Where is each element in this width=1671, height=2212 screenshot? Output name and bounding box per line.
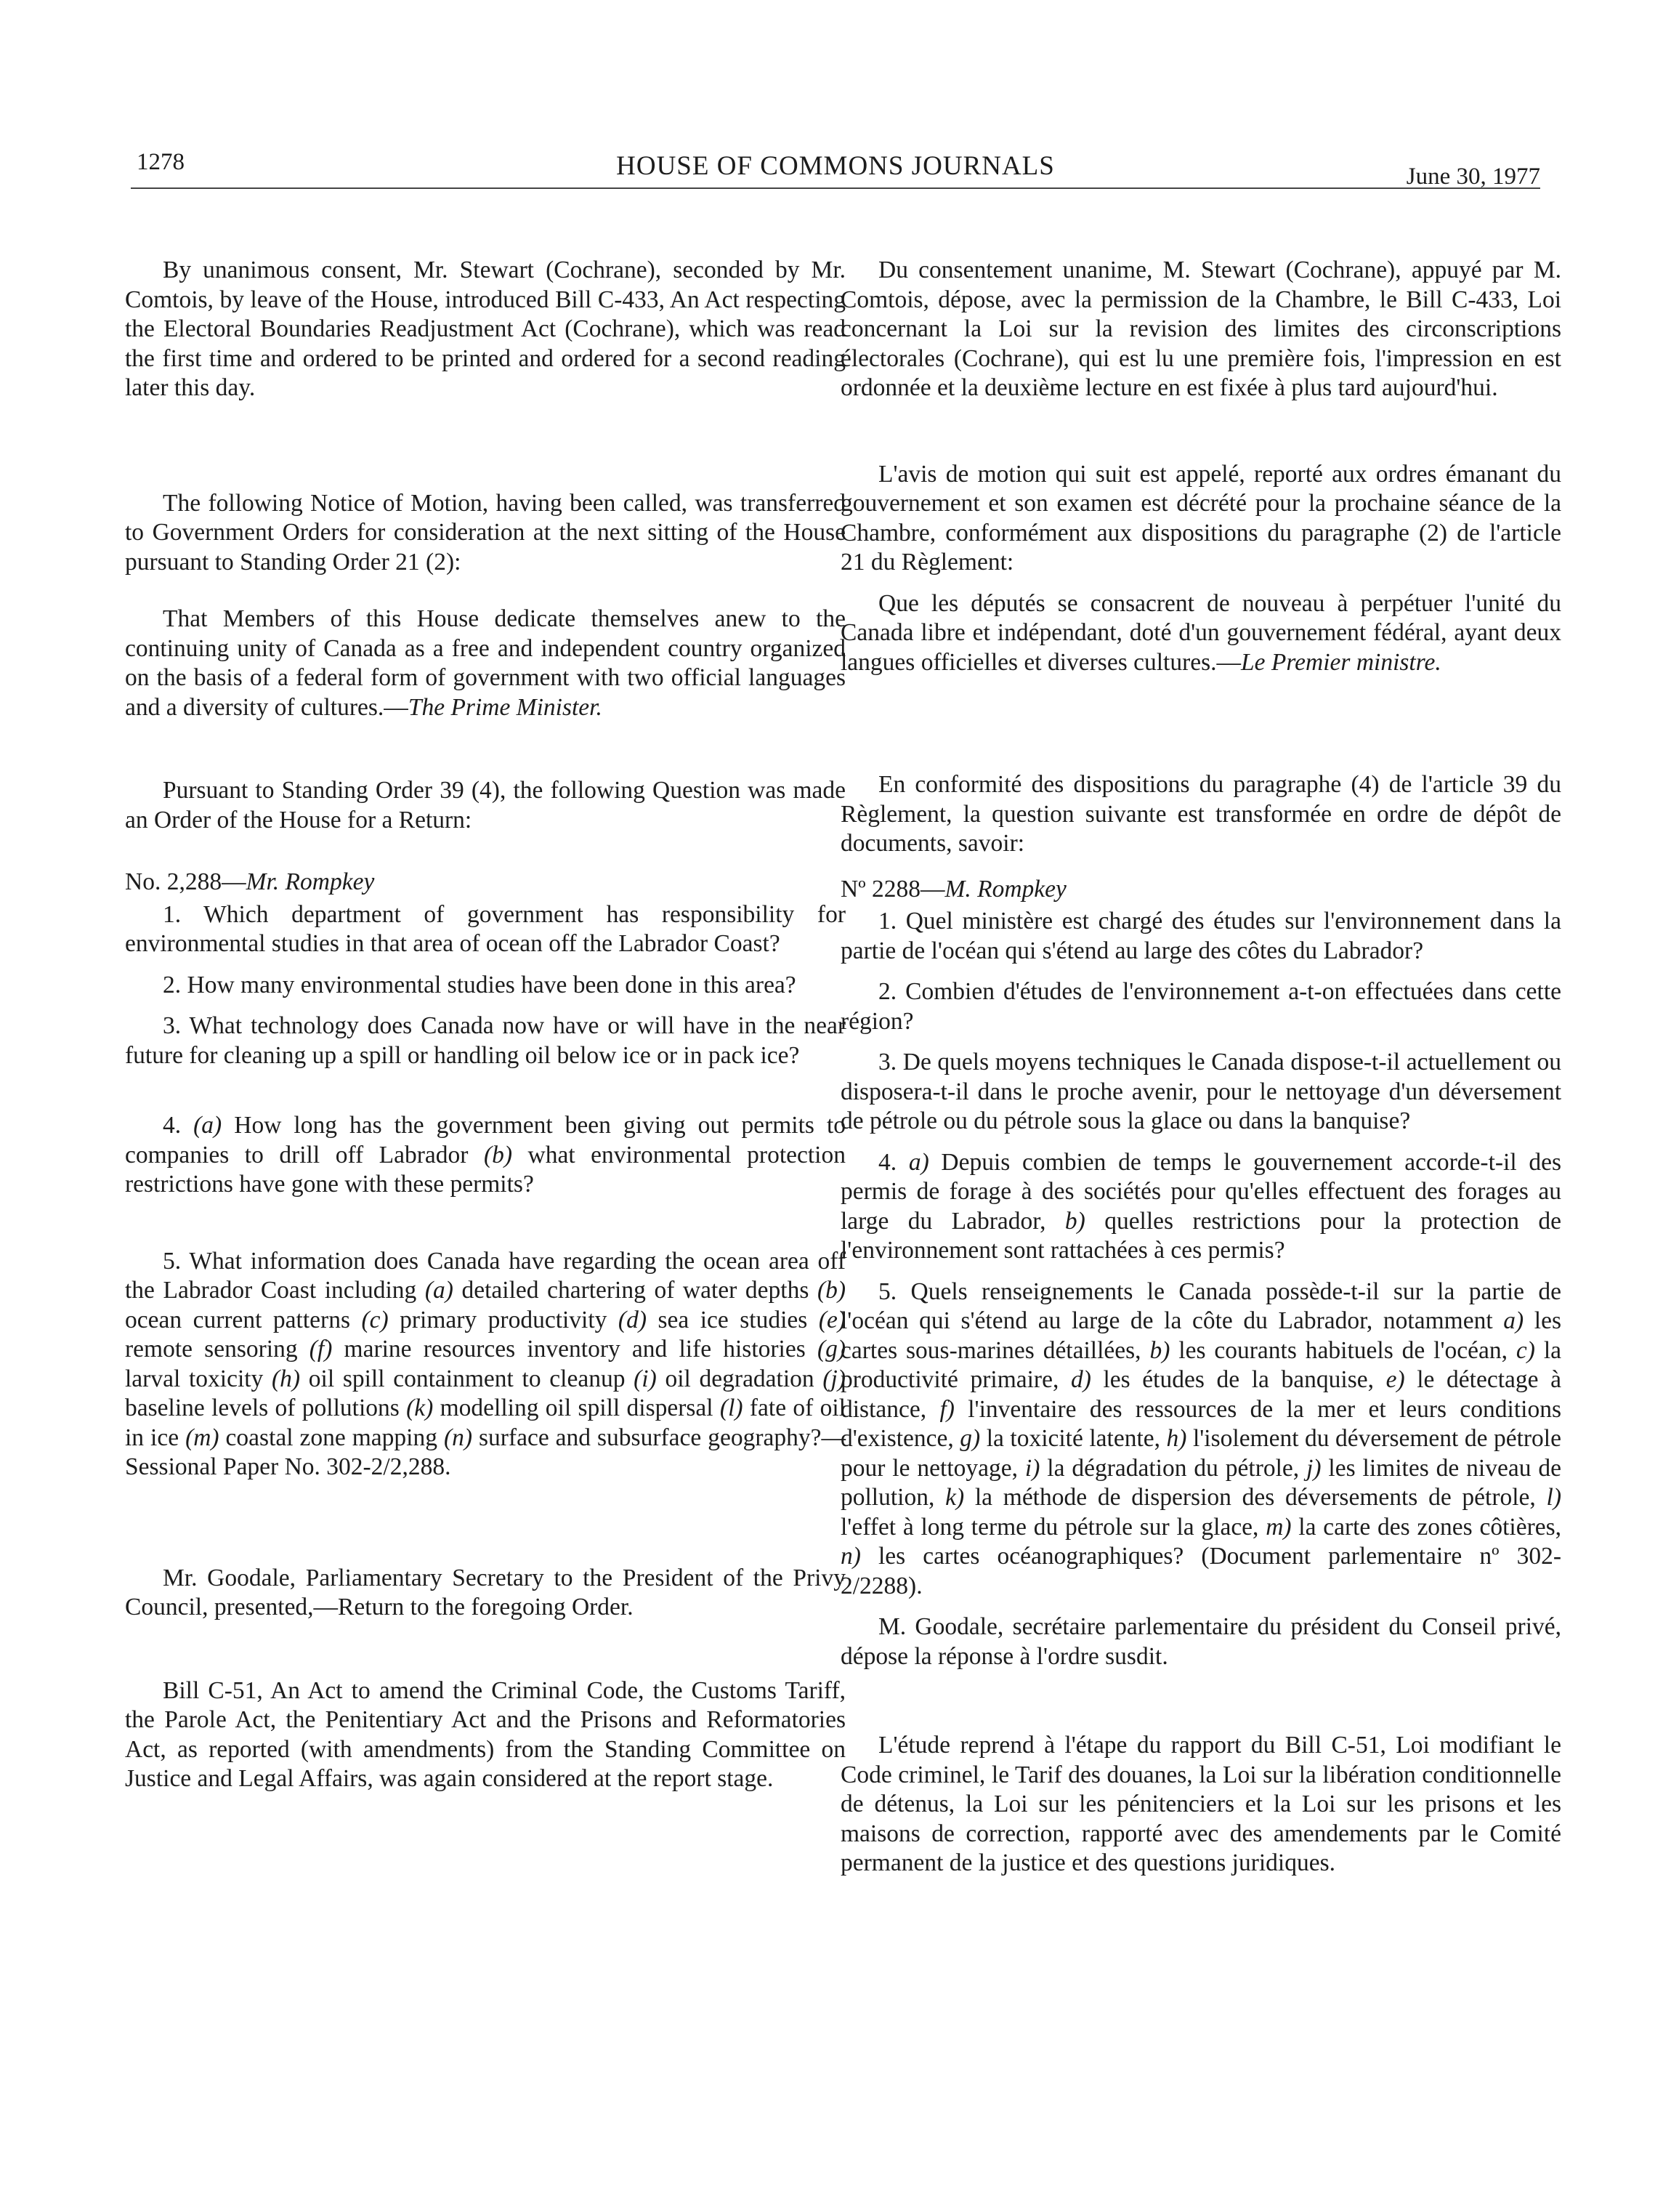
en-q5-tf: marine resources inventory and life histories bbox=[332, 1336, 817, 1363]
page-header bbox=[131, 149, 1540, 193]
fr-q5-te: le détectage à distance, bbox=[841, 1366, 1561, 1423]
fr-q5-c: c) bbox=[1516, 1336, 1535, 1364]
en-question-order-paragraph: Pursuant to Standing Order 39 (4), the following Question was made an Order of the House for a Return: bbox=[125, 777, 846, 833]
en-q5-tc: primary productivity bbox=[388, 1306, 618, 1333]
fr-question-4 bbox=[841, 1148, 1561, 1266]
header-date: June 30, 1977 bbox=[1406, 164, 1540, 190]
en-q4-t1: How long has the government been giving out permits to companies to drill off Labrador bbox=[125, 1112, 846, 1168]
fr-q5-ta: les cartes sous-marines détaillées, bbox=[841, 1307, 1561, 1364]
fr-q5-b: b) bbox=[1149, 1336, 1170, 1364]
fr-question-5 bbox=[841, 1277, 1561, 1602]
en-q5-c: (c) bbox=[361, 1306, 389, 1333]
en-q5-tm: coastal zone mapping bbox=[219, 1424, 444, 1451]
fr-question-1: 1. Quel ministère est chargé des études sur l'environnement dans la partie de l'océan qui s'étend au large des côtes du Labrador? bbox=[841, 908, 1561, 964]
en-motion-text bbox=[125, 605, 846, 722]
en-q4-t2: what environmental protection restrictions have gone with these permits? bbox=[125, 1141, 846, 1198]
en-q5-th: oil spill containment to cleanup bbox=[300, 1365, 634, 1392]
en-question-1: 1. Which department of government has responsibility for environmental studies in that area of ocean off the Labrador Coast? bbox=[125, 900, 846, 957]
en-q5-d: (d) bbox=[618, 1306, 647, 1333]
fr-q4-a: a) bbox=[908, 1148, 929, 1176]
fr-q5-h: h) bbox=[1166, 1425, 1187, 1452]
page-number: 1278 bbox=[137, 149, 185, 175]
en-q5-h: (h) bbox=[272, 1365, 301, 1392]
fr-q5-g: g) bbox=[960, 1425, 981, 1452]
fr-q4-b: b) bbox=[1064, 1207, 1085, 1235]
en-bill-c51-paragraph: Bill C-51, An Act to amend the Criminal Code, the Customs Tariff, the Parole Act, the Penitentiary Act and the Prisons and Reformatories Act, as reported (with amendments) from the Standing Committee on Justice and Legal Affairs, was again considered at the report stage. bbox=[125, 1676, 846, 1792]
fr-question-heading bbox=[841, 875, 1561, 905]
fr-q5-tk: la méthode de dispersion des déversements de pétrole, bbox=[964, 1484, 1547, 1511]
fr-q5-a: a) bbox=[1503, 1307, 1524, 1334]
fr-q5-tn: les cartes océanographiques? (Document parlementaire nº 302-2/2288). bbox=[841, 1543, 1561, 1599]
en-q5-l: (l) bbox=[719, 1394, 743, 1421]
en-q5-j: (j) bbox=[822, 1365, 846, 1392]
en-notice-of-motion-paragraph: The following Notice of Motion, having been called, was transferred to Government Orders for consideration at the next sitting of the House pursuant to Standing Order 21 (2): bbox=[125, 489, 846, 576]
fr-q5-m: m) bbox=[1266, 1513, 1292, 1541]
en-q5-td: sea ice studies bbox=[646, 1306, 819, 1333]
fr-q5-tl: l'effet à long terme du pétrole sur la glace, bbox=[841, 1513, 1266, 1541]
en-q5-te: remote sensoring bbox=[125, 1336, 309, 1363]
en-question-5 bbox=[125, 1247, 846, 1482]
en-q4-a: (a) bbox=[193, 1112, 222, 1139]
fr-question-3: 3. De quels moyens techniques le Canada dispose-t-il actuellement ou disposera-t-il dans le proche avenir, pour le nettoyage d'un déversement de pétrole ou du pétrole sous la glace ou dans la banquise? bbox=[841, 1049, 1561, 1134]
en-q5-tl: fate of oil in ice bbox=[125, 1394, 846, 1451]
en-q5-e: (e) bbox=[818, 1306, 846, 1333]
en-question-heading bbox=[125, 868, 846, 897]
fr-motion-text bbox=[841, 589, 1561, 678]
en-q5-ti: oil degradation bbox=[656, 1365, 823, 1392]
french-column bbox=[841, 256, 1561, 1878]
en-q5-f: (f) bbox=[309, 1336, 333, 1363]
english-column bbox=[125, 256, 846, 1794]
fr-motion-mover: Le Premier ministre. bbox=[1241, 648, 1441, 676]
en-q5-tg: larval toxicity bbox=[125, 1365, 272, 1392]
fr-q4-t1: Depuis combien de temps le gouvernement accorde-t-il des permis de forage à des sociétés pour qu'elles effectuent des forages au large du Labrador, bbox=[841, 1148, 1561, 1235]
fr-q5-k: k) bbox=[945, 1484, 965, 1511]
fr-q4-start: 4. bbox=[878, 1148, 909, 1176]
en-q5-n: (n) bbox=[443, 1424, 473, 1451]
fr-bill-c51-paragraph: L'étude reprend à l'étape du rapport du Bill C-51, Loi modifiant le Code criminel, le Tarif des douanes, la Loi sur la libération conditionnelle de détenus, la Loi sur les pénitenciers et la Loi sur les prisons et les maisons de correction, rapporté avec des amendements par le Comité permanent de la justice et des questions juridiques. bbox=[841, 1732, 1561, 1876]
fr-question-2: 2. Combien d'études de l'environnement a-t-on effectuées dans cette région? bbox=[841, 978, 1561, 1035]
header-rule bbox=[131, 187, 1540, 189]
fr-q5-d: d) bbox=[1070, 1366, 1091, 1393]
fr-motion-body: Que les députés se consacrent de nouveau à perpétuer l'unité du Canada libre et indépendant, doté d'un gouvernement fédéral, ayant deux langues officielles et diverses cultures.— bbox=[841, 589, 1561, 676]
en-q5-i: (i) bbox=[634, 1365, 657, 1392]
en-q5-a: (a) bbox=[424, 1277, 453, 1304]
en-question-2: 2. How many environmental studies have been done in this area? bbox=[163, 971, 796, 998]
en-q5-ta: detailed chartering of water depths bbox=[453, 1277, 817, 1304]
en-q5-start: 5. What information does Canada have regarding the ocean area off the Labrador Coast including bbox=[125, 1247, 846, 1304]
en-q4-start: 4. bbox=[163, 1112, 194, 1139]
fr-bill-c433-paragraph: Du consentement unanime, M. Stewart (Cochrane), appuyé par M. Comtois, dépose, avec la permission de la Chambre, le Bill C-433, Loi concernant la Loi sur la revision des limites des circonscriptions électorales (Cochrane), qui est lu une première fois, l'impression en est ordonnée et la deuxième lecture en est fixée à plus tard aujourd'hui. bbox=[841, 257, 1561, 401]
en-q5-tk: modelling oil spill dispersal bbox=[433, 1394, 720, 1421]
fr-q5-tj: les limites de niveau de pollution, bbox=[841, 1454, 1561, 1511]
en-question-member: Mr. Rompkey bbox=[246, 868, 375, 895]
fr-q5-n: n) bbox=[841, 1543, 861, 1570]
en-bill-c433-paragraph: By unanimous consent, Mr. Stewart (Cochrane), seconded by Mr. Comtois, by leave of the House, introduced Bill C-433, An Act respecting the Electoral Boundaries Readjustment Act (Cochrane), which was read the first time and ordered to be printed and ordered for a second reading later this day. bbox=[125, 257, 846, 401]
en-motion-mover: The Prime Minister. bbox=[408, 693, 602, 721]
en-q5-g: (g) bbox=[817, 1336, 846, 1363]
fr-q5-f: f) bbox=[939, 1395, 955, 1423]
fr-q5-e: e) bbox=[1385, 1366, 1405, 1393]
fr-q5-l: l) bbox=[1546, 1484, 1561, 1511]
fr-q5-tc: la productivité primaire, bbox=[841, 1336, 1562, 1393]
fr-q4-t2: quelles restrictions pour la protection de l'environnement sont rattachées à ces permis? bbox=[841, 1207, 1561, 1264]
fr-q5-tb: les courants habituels de l'océan, bbox=[1170, 1336, 1516, 1364]
fr-goodale-return-paragraph: M. Goodale, secrétaire parlementaire du président du Conseil privé, dépose la réponse à l'ordre susdit. bbox=[841, 1613, 1561, 1670]
en-q5-tn: surface and subsurface geography?—Sessional Paper No. 302-2/2,288. bbox=[125, 1424, 846, 1480]
fr-q5-start: 5. Quels renseignements le Canada possède-t-il sur la partie de l'océan qui s'étend au large de la côte du Labrador, notamment bbox=[841, 1277, 1561, 1334]
fr-q5-tf: l'inventaire des ressources de la mer et leurs conditions d'existence, bbox=[841, 1395, 1561, 1452]
fr-q5-td: les études de la banquise, bbox=[1091, 1366, 1386, 1393]
fr-q5-j: j) bbox=[1306, 1454, 1322, 1482]
en-q5-tj: baseline levels of pollutions bbox=[125, 1394, 407, 1421]
en-question-4 bbox=[125, 1111, 846, 1200]
en-question-3: 3. What technology does Canada now have or will have in the near future for cleaning up a spill or handling oil below ice or in pack ice? bbox=[125, 1012, 846, 1069]
en-q5-k: (k) bbox=[406, 1394, 434, 1421]
fr-q5-tg: la toxicité latente, bbox=[980, 1425, 1167, 1452]
en-goodale-return-paragraph: Mr. Goodale, Parliamentary Secretary to the President of the Privy Council, presented,—Return to the foregoing Order. bbox=[125, 1564, 846, 1620]
fr-q5-tm: la carte des zones côtières, bbox=[1291, 1513, 1562, 1541]
en-question-number: No. 2,288— bbox=[125, 868, 246, 895]
en-q4-b: (b) bbox=[483, 1141, 513, 1168]
fr-question-number: Nº 2288— bbox=[841, 875, 945, 903]
journal-title: HOUSE OF COMMONS JOURNALS bbox=[616, 151, 1055, 181]
en-q5-m: (m) bbox=[185, 1424, 219, 1451]
en-motion-body: That Members of this House dedicate themselves anew to the continuing unity of Canada as a free and independent country organized on the basis of a federal form of government with two official languages and a diversity of cultures.— bbox=[125, 605, 846, 721]
fr-q5-i: i) bbox=[1024, 1454, 1040, 1482]
en-q5-b: (b) bbox=[817, 1277, 846, 1304]
fr-q5-ti: la dégradation du pétrole, bbox=[1040, 1454, 1307, 1482]
fr-question-order-paragraph: En conformité des dispositions du paragraphe (4) de l'article 39 du Règlement, la question suivante est transformée en ordre de dépôt de documents, savoir: bbox=[841, 771, 1561, 857]
en-q5-tb: ocean current patterns bbox=[125, 1306, 362, 1333]
fr-q5-th: l'isolement du déversement de pétrole pour le nettoyage, bbox=[841, 1425, 1561, 1482]
fr-question-member: M. Rompkey bbox=[944, 875, 1067, 903]
fr-notice-of-motion-paragraph: L'avis de motion qui suit est appelé, reporté aux ordres émanant du gouvernement et son examen est décrété pour la prochaine séance de la Chambre, conformément aux dispositions du paragraphe (2) de l'article 21 du Règlement: bbox=[841, 460, 1561, 576]
